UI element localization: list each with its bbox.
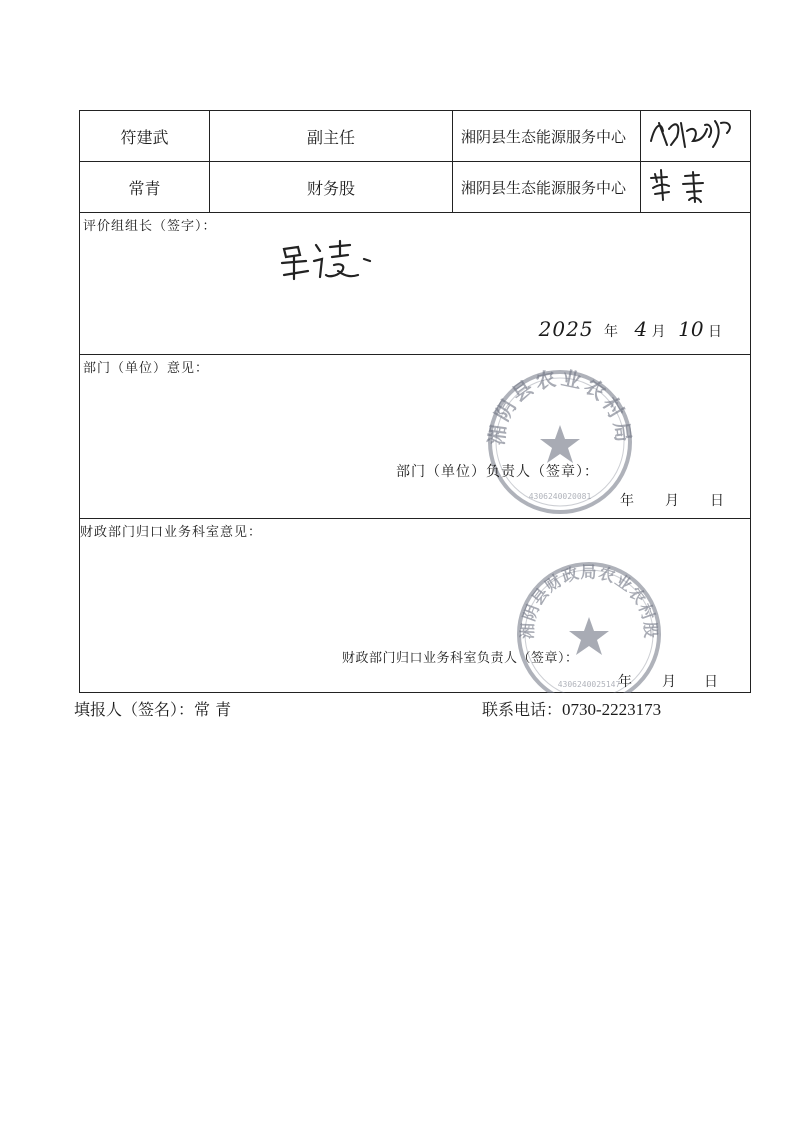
evaluation-form-table <box>79 110 751 693</box>
contact-line <box>482 697 661 720</box>
svg-text:4306240020081: 4306240020081 <box>528 492 592 501</box>
filler-name: 常 青 <box>194 700 232 719</box>
month-suffix: 月 <box>651 324 666 340</box>
contact-phone: 0730-2223173 <box>562 700 662 719</box>
finance-month: 月 <box>662 674 676 690</box>
handwritten-signature <box>641 162 749 208</box>
date-day: 10 <box>678 317 704 341</box>
finance-section <box>80 519 751 693</box>
svg-text:4306240025147: 4306240025147 <box>557 680 621 689</box>
handwritten-signature <box>641 111 749 157</box>
department-day: 日 <box>710 493 724 509</box>
finance-day: 日 <box>704 674 718 690</box>
leader-date <box>539 317 722 341</box>
finance-label: 财政部门归口业务科室意见： <box>80 525 263 540</box>
department-signer-label: 部门（单位）负责人（签章）： <box>396 464 599 480</box>
finance-seal <box>514 559 664 709</box>
member-title: 副主任 <box>210 111 453 162</box>
member-signature <box>641 111 751 162</box>
member-name: 符建武 <box>80 111 210 162</box>
date-year: 2025 <box>538 317 594 341</box>
filler-label: 填报人（签名）： <box>74 700 195 719</box>
department-label: 部门（单位）意见： <box>83 361 210 376</box>
member-row <box>80 111 751 162</box>
department-month: 月 <box>665 493 679 509</box>
member-row <box>80 162 751 213</box>
contact-label: 联系电话： <box>482 700 563 719</box>
filler-line <box>74 697 231 720</box>
finance-signer-label: 财政部门归口业务科室负责人（签章）： <box>342 651 579 666</box>
member-name: 常青 <box>80 162 210 213</box>
year-suffix: 年 <box>604 324 618 340</box>
department-year: 年 <box>620 493 634 509</box>
member-signature <box>641 162 751 213</box>
svg-text:湘阴县财政局农业农村股: 湘阴县财政局农业农村股 <box>517 562 661 640</box>
leader-signature <box>276 235 386 285</box>
leader-label: 评价组组长（签字）： <box>83 219 217 234</box>
svg-text:湘阴县农业农村局: 湘阴县农业农村局 <box>485 367 635 447</box>
member-org: 湘阴县生态能源服务中心 <box>453 111 641 162</box>
member-org: 湘阴县生态能源服务中心 <box>453 162 641 213</box>
member-title: 财务股 <box>210 162 453 213</box>
day-suffix: 日 <box>708 324 722 340</box>
leader-section <box>80 213 751 355</box>
department-seal <box>485 367 635 517</box>
finance-year: 年 <box>618 674 632 690</box>
date-month: 4 <box>634 317 648 341</box>
department-section <box>80 355 751 519</box>
